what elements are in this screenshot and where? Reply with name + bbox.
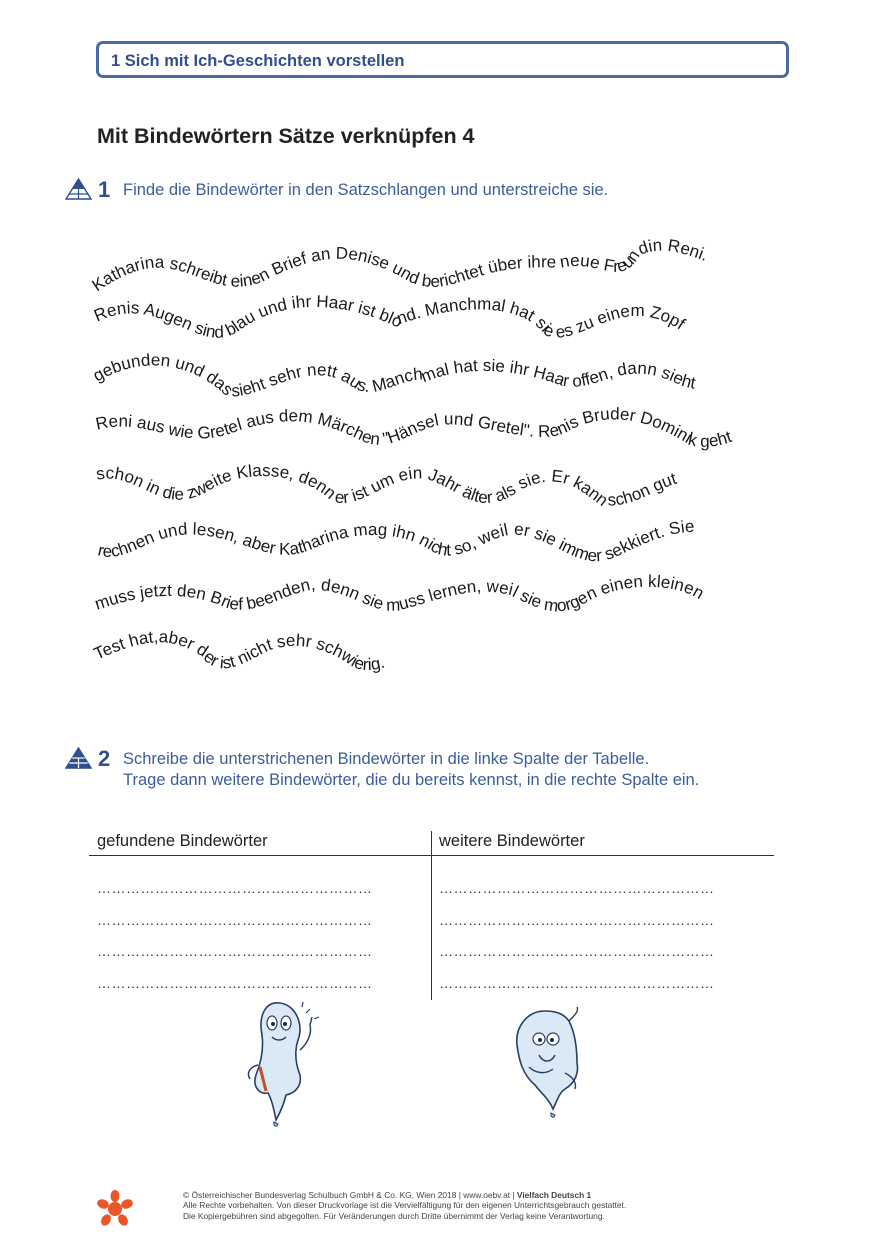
snake-line-5: schon in die zweite Klasse, denn er ist um ein Jahr älter als sie. Er kann schon gut <box>94 460 679 511</box>
column-header-more: weitere Bindewörter <box>439 832 585 850</box>
task-2-number: 2 <box>98 746 111 771</box>
footer-copyright <box>183 1190 743 1221</box>
snake-line-4: Reni aus wie Gretel aus dem Märchen "Hänsel und Gretel". Renis Bruder Dominik geht <box>93 404 735 451</box>
ghost-thinking-icon <box>505 1003 590 1125</box>
task-1-instruction: Finde die Bindewörter in den Satzschlangen und unterstreiche sie. <box>123 181 609 199</box>
snake-line-2: Renis Augen sind blau und ihr Haar ist blond. Manchmal hat sie es zu einem Zopf <box>91 291 689 342</box>
snake-line-7: muss jetzt den Brief beenden, denn sie muss lernen, weil sie morgen einen kleinen <box>92 571 708 616</box>
snake-line-1: Katharina schreibt einen Brief an Denise und berichtet über ihre neue Freundin Reni. <box>88 235 711 296</box>
difficulty-triangle-icon <box>65 747 92 769</box>
answer-line-left-2[interactable]: ………………………………………………… <box>97 912 373 928</box>
footer-line-3: Die Kopiergebühren sind abgegolten. Für Veränderungen durch Dritte übernimmt der Verlag keine Verantwortung. <box>183 1210 605 1221</box>
footer-book-title: Vielfach Deutsch 1 <box>516 1190 592 1200</box>
column-header-found: gefundene Bindewörter <box>97 832 268 850</box>
snake-line-3: gebunden und das sieht sehr nett aus. Manchmal hat sie ihr Haar offen, dann sieht <box>89 350 698 401</box>
task-2-instruction-line-1: Schreibe die unterstrichenen Bindewörter in die linke Spalte der Tabelle. <box>123 750 650 768</box>
publisher-logo-icon <box>96 1190 134 1228</box>
footer-line-2: Alle Rechte vorbehalten. Von dieser Druckvorlage ist die Vervielfältigung für den eigenen Unterrichtsgebrauch gestattet. <box>183 1200 627 1211</box>
task-2-instruction-line-2: Trage dann weitere Bindewörter, die du bereits kennst, in die rechte Spalte ein. <box>123 771 700 789</box>
answer-line-right-4[interactable]: ………………………………………………… <box>439 975 715 991</box>
answer-line-right-2[interactable]: ………………………………………………… <box>439 912 715 928</box>
answer-line-right-3[interactable]: ………………………………………………… <box>439 943 715 959</box>
snake-line-6: rechnen und lesen, aber Katharina mag ihn nicht so, weil er sie immer sekkiert. Sie <box>96 516 695 566</box>
footer-line-1: © Österreichischer Bundesverlag Schulbuch GmbH & Co. KG, Wien 2018 | www.oebv.at | <box>183 1190 517 1200</box>
answer-line-left-3[interactable]: ………………………………………………… <box>97 943 373 959</box>
answer-line-right-1[interactable]: ………………………………………………… <box>439 880 715 896</box>
chapter-header-label: 1 Sich mit Ich-Geschichten vorstellen <box>111 52 405 70</box>
task-1-number: 1 <box>98 177 111 202</box>
answer-line-left-4[interactable]: ………………………………………………… <box>97 975 373 991</box>
snake-line-8: Test hat,aber der ist nicht sehr schwierig. <box>90 627 387 675</box>
table-column-divider <box>431 831 432 1000</box>
ghost-pointing-icon <box>238 995 328 1130</box>
answer-line-left-1[interactable]: ………………………………………………… <box>97 880 373 896</box>
page-title: Mit Bindewörtern Sätze verknüpfen 4 <box>97 124 475 148</box>
